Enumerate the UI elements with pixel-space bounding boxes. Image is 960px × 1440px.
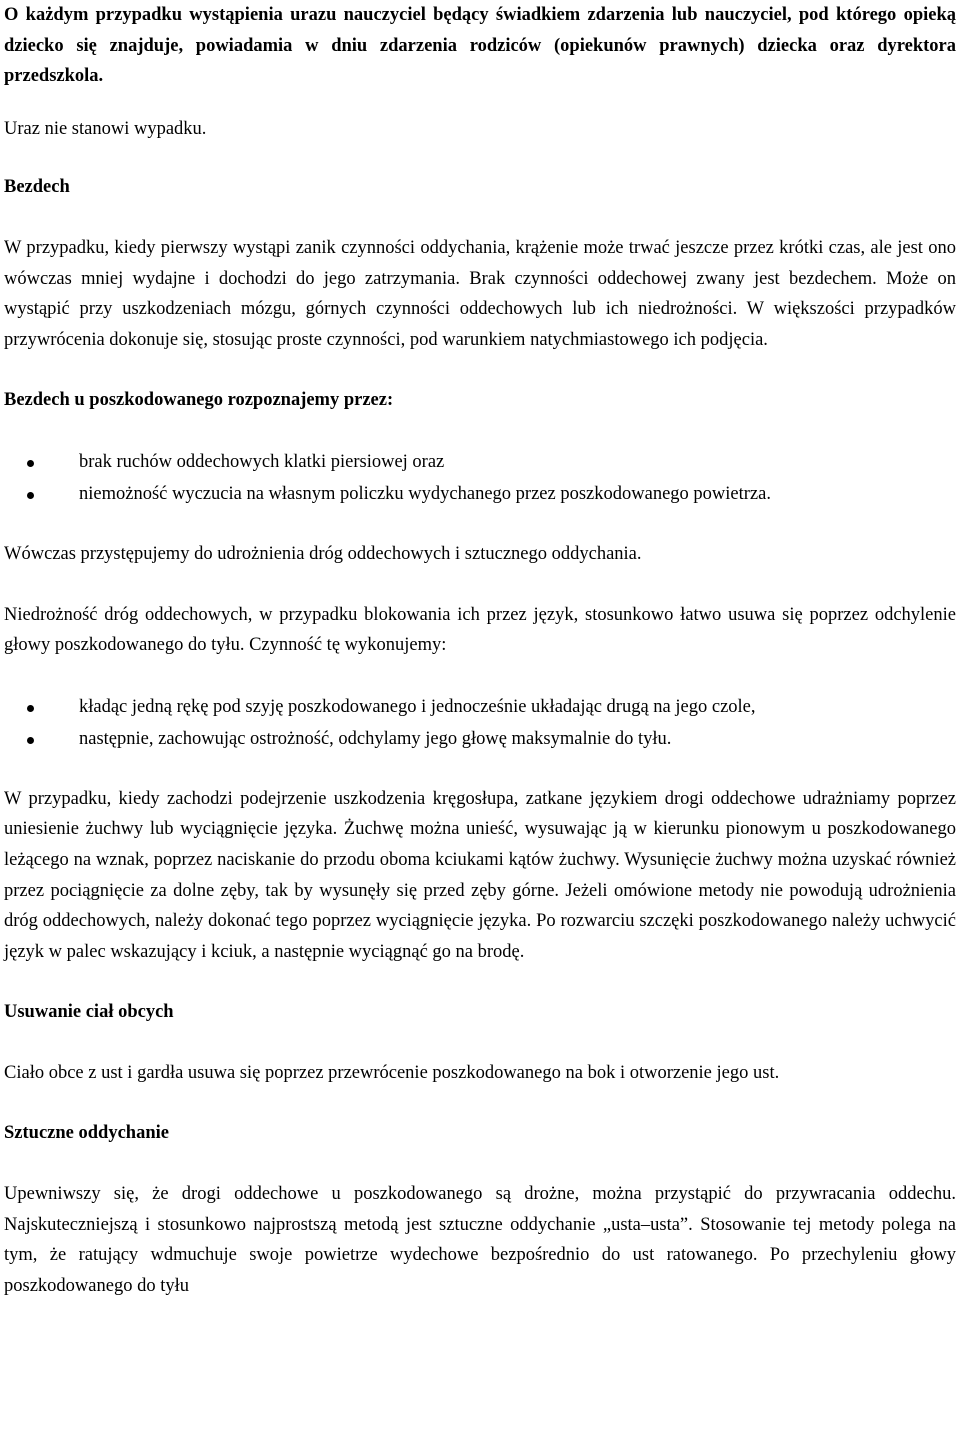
list-item-text: kładąc jedną rękę pod szyję poszkodowanego i jednocześnie układając drugą na jego czole, xyxy=(79,696,756,717)
list-item-text: następnie, zachowując ostrożność, odchylamy jego głowę maksymalnie do tyłu. xyxy=(79,729,672,750)
document-page xyxy=(4,0,956,1301)
bullet-icon xyxy=(27,492,34,499)
recognize-list xyxy=(4,446,956,511)
uraz-note: Uraz nie stanowi wypadku. xyxy=(4,118,207,139)
bezdech-paragraph: W przypadku, kiedy pierwszy wystąpi zanik czynności oddychania, krążenie może trwać jeszcze przez krótki czas, ale jest ono wówczas mniej wydajne i dochodzi do jego zatrzymania. Brak czynności oddechowej zwany jest bezdechem. Może on wystąpić przy uszkodzeniach mózgu, górnych czynności oddechowych lub ich niedrożności. W większości przypadków przywrócenia dokonuje się, stosując proste czynności, pod warunkiem natychmiastowego ich podjęcia. xyxy=(4,237,956,350)
list-item-text: niemożność wyczucia na własnym policzku wydychanego przez poszkodowanego powietrza. xyxy=(79,484,771,505)
obstruction-paragraph: Niedrożność dróg oddechowych, w przypadku blokowania ich przez język, stosunkowo łatwo usuwa się poprzez odchylenie głowy poszkodowanego do tyłu. Czynność tę wykonujemy: xyxy=(4,604,956,656)
then-paragraph: Wówczas przystępujemy do udrożnienia dróg oddechowych i sztucznego oddychania. xyxy=(4,543,642,564)
foreign-heading: Usuwanie ciał obcych xyxy=(4,1002,174,1023)
recognize-heading: Bezdech u poszkodowanego rozpoznajemy przez: xyxy=(4,390,394,411)
artificial-heading: Sztuczne oddychanie xyxy=(4,1123,169,1144)
intro-paragraph: O każdym przypadku wystąpienia urazu nauczyciel będący świadkiem zdarzenia lub nauczyciel, pod którego opieką dziecko się znajduje, powiadamia w dniu zdarzenia rodziców (opiekunów prawnych) dziecka oraz dyrektora przedszkola. xyxy=(4,5,956,87)
bullet-icon xyxy=(27,460,34,467)
spine-paragraph: W przypadku, kiedy zachodzi podejrzenie uszkodzenia kręgosłupa, zatkane językiem drogi oddechowe udrażniamy poprzez uniesienie żuchwy lub wyciągnięcie języka. Żuchwę można unieść, wysuwając ją w kierunku pionowym u poszkodowanego leżącego na wznak, poprzez naciskanie do przodu oboma kciukami kątów żuchwy. Wysunięcie żuchwy można uzyskać również przez pociągnięcie za dolne zęby, tak by wysunęły się przed zęby górne. Jeżeli omówione metody nie powodują udrożnienia dróg oddechowych, należy dokonać tego poprzez wyciągnięcie języka. Po rozwarciu szczęki poszkodowanego należy uchwycić język w palec wskazujący i kciuk, a następnie wyciągnąć go na brodę. xyxy=(4,788,956,962)
list-item xyxy=(4,478,956,511)
foreign-paragraph: Ciało obce z ust i gardła usuwa się poprzez przewrócenie poszkodowanego na bok i otworzenie jego ust. xyxy=(4,1062,780,1083)
artificial-paragraph: Upewniwszy się, że drogi oddechowe u poszkodowanego są drożne, można przystąpić do przywracania oddechu. Najskuteczniejszą i stosunkowo najprostszą metodą jest sztuczne oddychanie „usta–usta”. Stosowanie tej metody polega na tym, że ratujący wdmuchuje swoje powietrze wydechowe bezpośrednio do ust ratowanego. Po przechyleniu głowy poszkodowanego do tyłu xyxy=(4,1184,956,1296)
bezdech-heading: Bezdech xyxy=(4,177,70,198)
list-item xyxy=(4,446,956,479)
bullet-icon xyxy=(27,737,34,744)
list-item xyxy=(4,723,956,756)
list-item-text: brak ruchów oddechowych klatki piersiowej oraz xyxy=(79,451,445,472)
bullet-icon xyxy=(27,705,34,712)
list-item xyxy=(4,691,956,724)
action-list xyxy=(4,691,956,756)
